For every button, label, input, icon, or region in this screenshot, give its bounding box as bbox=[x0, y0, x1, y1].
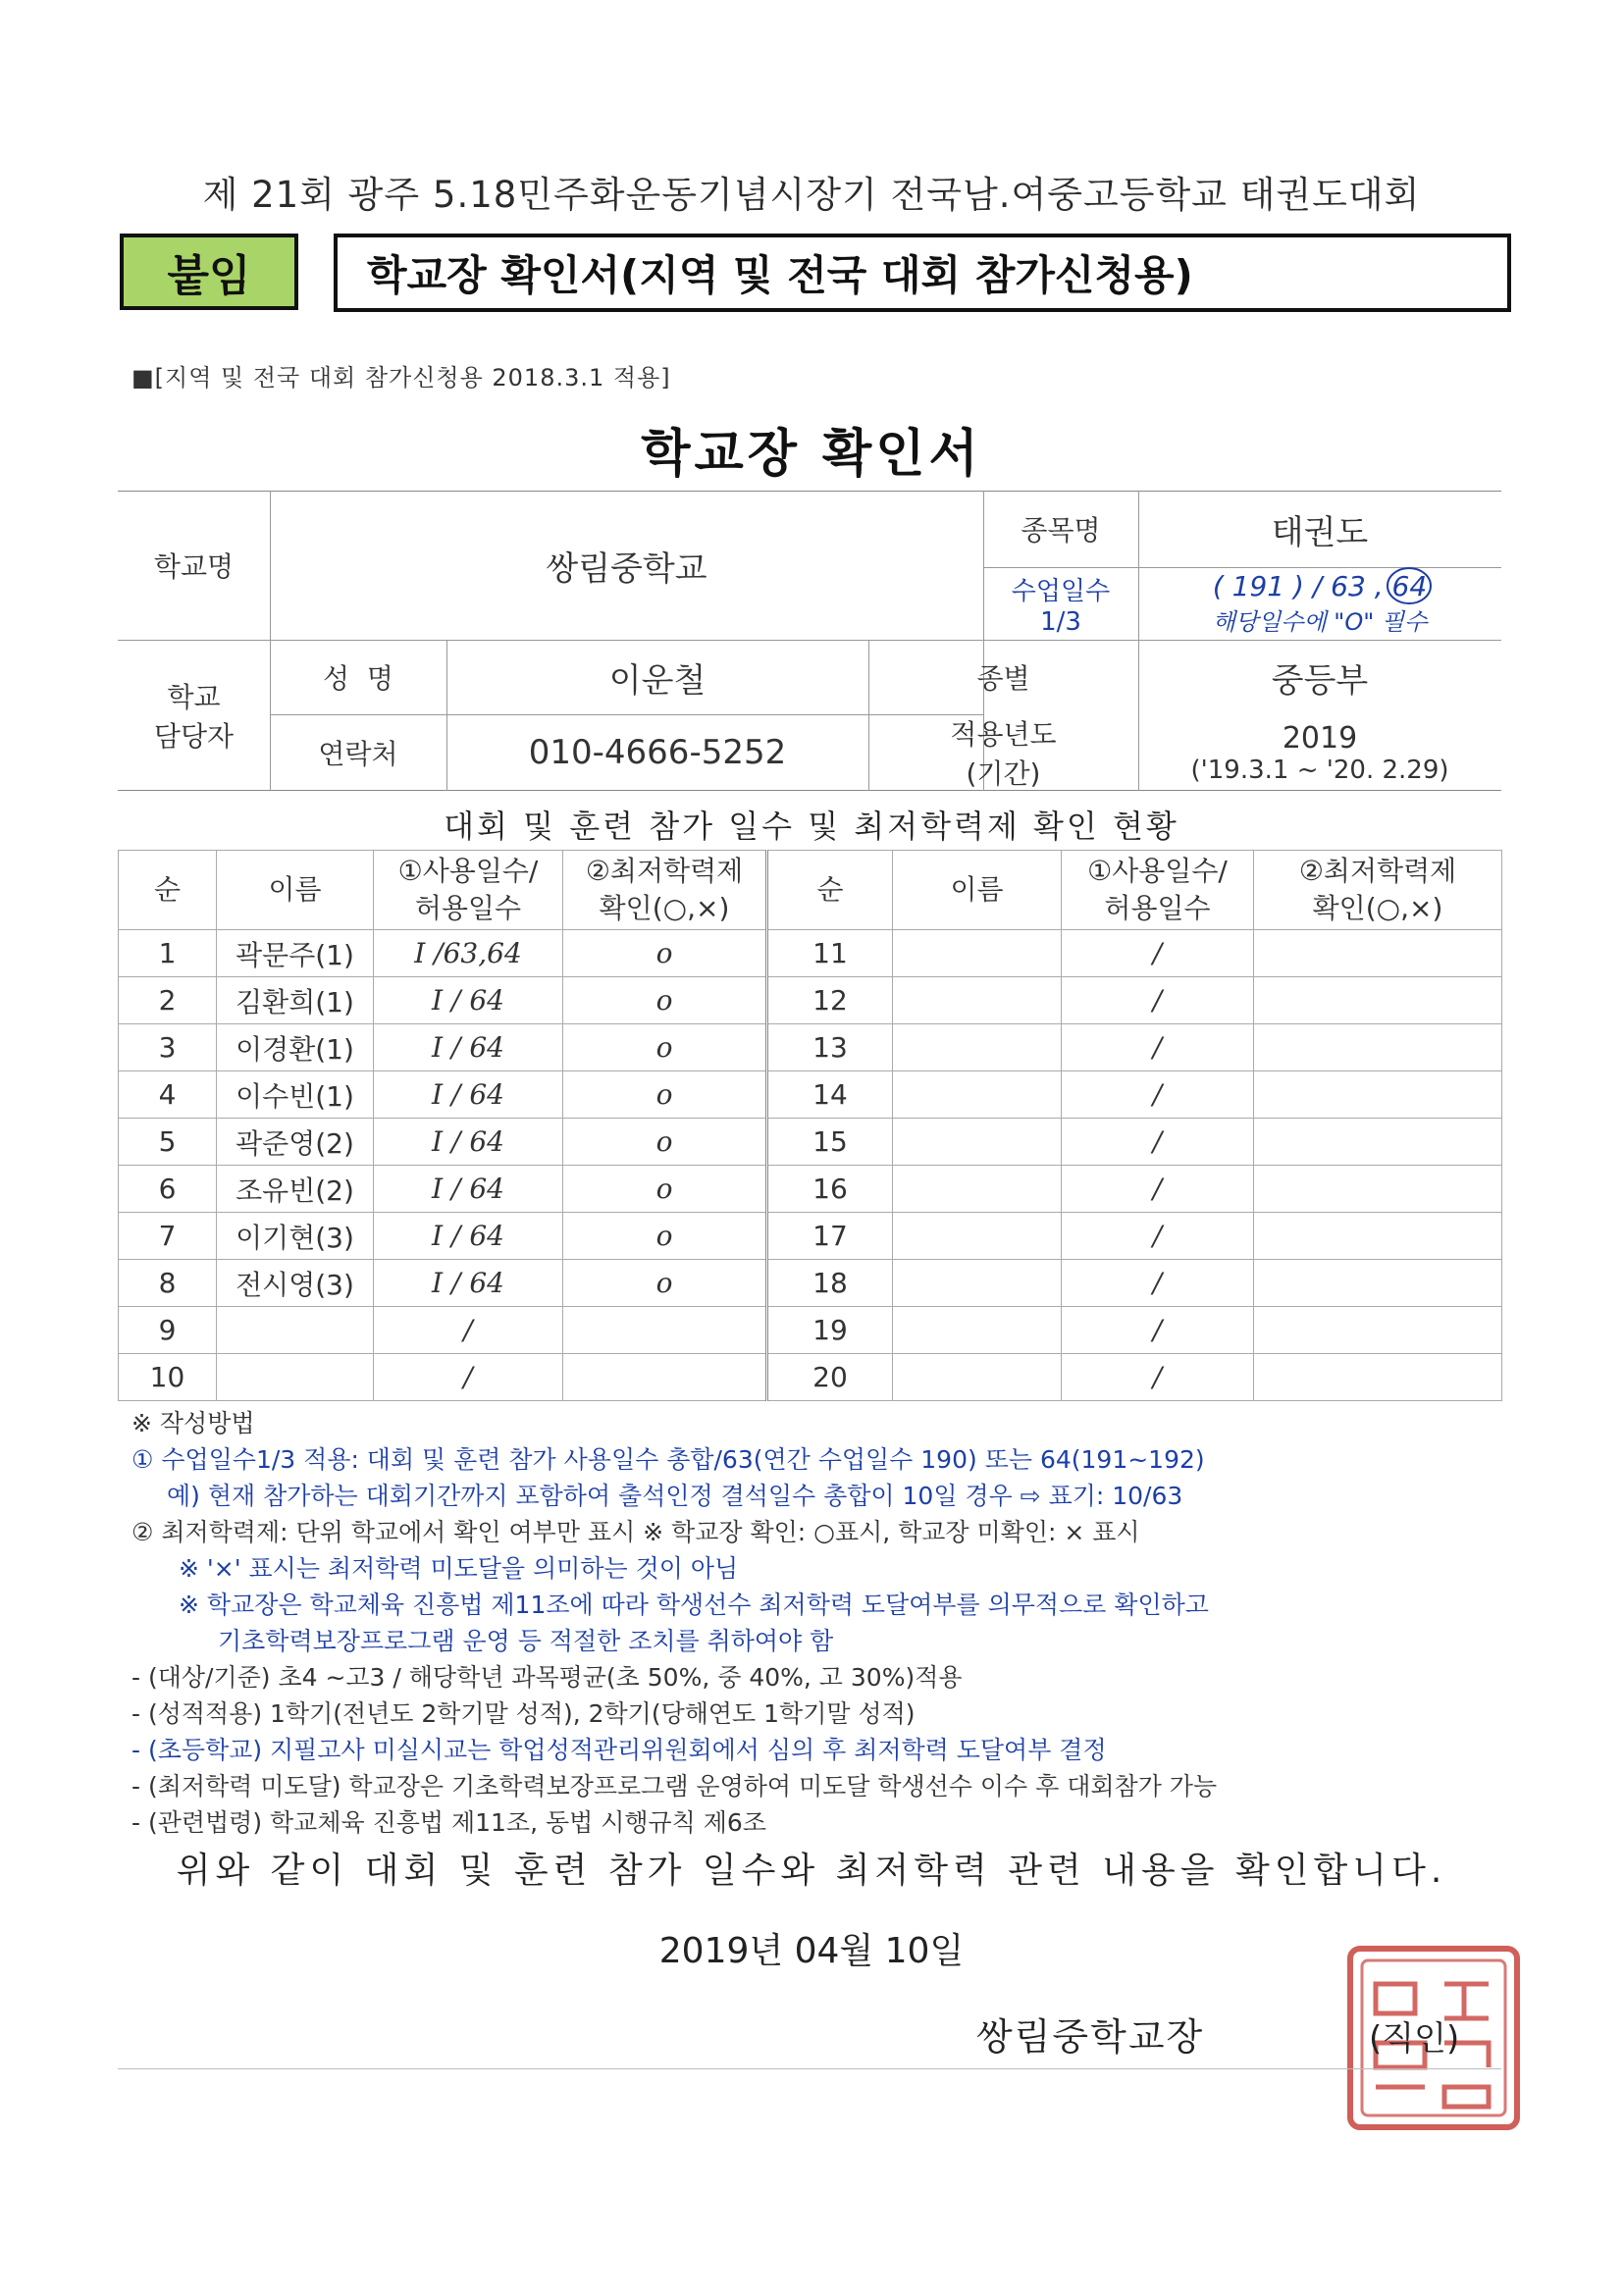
main-title: 학교장 확인서 bbox=[641, 425, 982, 484]
row-number: 9 bbox=[119, 1307, 217, 1354]
row-number: 7 bbox=[119, 1213, 217, 1260]
method-line-7: - (대상/기준) 초4 ~고3 / 해당학년 과목평균(초 50%, 중 40%, 고 30%)적용 bbox=[131, 1663, 963, 1692]
academic-check bbox=[1254, 977, 1502, 1024]
days-used: / bbox=[374, 1307, 563, 1354]
row-number: 14 bbox=[767, 1071, 893, 1119]
academic-check: o bbox=[563, 930, 767, 977]
table-row bbox=[119, 1119, 1502, 1166]
col-days-header: ①사용일수/ 허용일수 bbox=[374, 851, 563, 930]
school-name-value: 쌍림중학교 bbox=[546, 548, 707, 589]
row-number: 11 bbox=[767, 930, 893, 977]
academic-check bbox=[1254, 1260, 1502, 1307]
year-label-line1: 적용년도 bbox=[950, 718, 1057, 751]
days-used: / bbox=[1062, 1213, 1254, 1260]
athlete-name: 이기현(3) bbox=[217, 1213, 374, 1260]
days-used: I / 64 bbox=[374, 1119, 563, 1166]
athlete-name bbox=[217, 1307, 374, 1354]
days-used: I / 64 bbox=[374, 1260, 563, 1307]
table-row bbox=[119, 1307, 1502, 1354]
table-row bbox=[119, 1024, 1502, 1071]
year-period: ('19.3.1 ~ '20. 2.29) bbox=[1190, 755, 1449, 785]
days-used: / bbox=[1062, 1119, 1254, 1166]
athlete-name bbox=[893, 1024, 1062, 1071]
academic-check: o bbox=[563, 1119, 767, 1166]
year-label-line2: (기간) bbox=[966, 757, 1041, 790]
form-version-note: ■[지역 및 전국 대회 참가신청용 2018.3.1 적용] bbox=[131, 364, 671, 391]
seal-label: (직인) bbox=[1369, 2019, 1460, 2059]
circle-mark-icon bbox=[1384, 564, 1435, 607]
staff-label-line2: 담당자 bbox=[153, 720, 235, 753]
method-line-3: ② 최저학력제: 단위 학교에서 확인 여부만 표시 ※ 학교장 확인: ○표시, 학교장 미확인: × 표시 bbox=[131, 1518, 1140, 1546]
roster-header-row bbox=[119, 851, 1502, 930]
document-heading: 학교장 확인서(지역 및 전국 대회 참가신청용) bbox=[334, 234, 1511, 312]
class-days-note: 해당일수에 "O" 필수 bbox=[1212, 608, 1428, 636]
event-label: 종목명 bbox=[1021, 514, 1101, 547]
row-number: 15 bbox=[767, 1119, 893, 1166]
contact-value: 010-4666-5252 bbox=[528, 733, 787, 772]
roster-table bbox=[118, 850, 1502, 1401]
table-row bbox=[119, 1166, 1502, 1213]
athlete-name: 조유빈(2) bbox=[217, 1166, 374, 1213]
table-row bbox=[119, 930, 1502, 977]
academic-check bbox=[1254, 1119, 1502, 1166]
academic-check bbox=[1254, 1071, 1502, 1119]
confirmation-statement: 위와 같이 대회 및 훈련 참가 일수와 최저학력 관련 내용을 확인합니다. bbox=[176, 1851, 1447, 1891]
academic-check bbox=[1254, 930, 1502, 977]
col-no-header-right: 순 bbox=[767, 851, 893, 930]
table-row bbox=[119, 977, 1502, 1024]
method-title: ※ 작성방법 bbox=[131, 1409, 255, 1437]
method-line-1: ① 수업일수1/3 적용: 대회 및 훈련 참가 사용일수 총합/63(연간 수업일수 190) 또는 64(191~192) bbox=[131, 1445, 1205, 1474]
table-row bbox=[119, 1260, 1502, 1307]
event-value: 태권도 bbox=[1271, 512, 1369, 552]
academic-check bbox=[1254, 1024, 1502, 1071]
row-number: 16 bbox=[767, 1166, 893, 1213]
days-used: I / 64 bbox=[374, 977, 563, 1024]
principal-name: 쌍림중학교장 bbox=[976, 2015, 1205, 2059]
method-line-10: - (최저학력 미도달) 학교장은 기초학력보장프로그램 운영하여 미도달 학생선수 이수 후 대회참가 가능 bbox=[131, 1772, 1218, 1800]
col-days-header-right: ①사용일수/ 허용일수 bbox=[1062, 851, 1254, 930]
days-used: / bbox=[1062, 1260, 1254, 1307]
days-used: I / 64 bbox=[374, 1213, 563, 1260]
row-number: 2 bbox=[119, 977, 217, 1024]
method-line-4: ※ '×' 표시는 최저학력 미도달을 의미하는 것이 아님 bbox=[179, 1554, 739, 1583]
col-no-header: 순 bbox=[119, 851, 217, 930]
academic-check bbox=[1254, 1166, 1502, 1213]
school-info-table bbox=[118, 491, 1501, 791]
athlete-name bbox=[893, 1213, 1062, 1260]
division-value: 중등부 bbox=[1271, 660, 1369, 701]
row-number: 3 bbox=[119, 1024, 217, 1071]
days-used: / bbox=[374, 1354, 563, 1401]
class-days-value: ( 191 ) / 63 , 64 bbox=[1213, 570, 1427, 602]
athlete-name: 곽준영(2) bbox=[217, 1119, 374, 1166]
days-used: / bbox=[1062, 1166, 1254, 1213]
athlete-name bbox=[893, 1071, 1062, 1119]
athlete-name bbox=[893, 1119, 1062, 1166]
athlete-name bbox=[893, 977, 1062, 1024]
athlete-name: 김환희(1) bbox=[217, 977, 374, 1024]
row-number: 6 bbox=[119, 1166, 217, 1213]
event-title: 제 21회 광주 5.18민주화운동기념시장기 전국남.여중고등학교 태권도대회 bbox=[202, 174, 1421, 216]
row-number: 4 bbox=[119, 1071, 217, 1119]
athlete-name bbox=[893, 1260, 1062, 1307]
attachment-badge: 붙임 bbox=[120, 234, 298, 310]
staff-name-label: 성 명 bbox=[323, 662, 393, 695]
days-used: / bbox=[1062, 1354, 1254, 1401]
row-number: 8 bbox=[119, 1260, 217, 1307]
method-line-2: 예) 현재 참가하는 대회기간까지 포함하여 출석인정 결석일수 총합이 10일 경우 ⇨ 표기: 10/63 bbox=[167, 1482, 1183, 1510]
school-name-label: 학교명 bbox=[153, 550, 235, 583]
academic-check: o bbox=[563, 1213, 767, 1260]
days-used: / bbox=[1062, 930, 1254, 977]
athlete-name bbox=[893, 1166, 1062, 1213]
academic-check: o bbox=[563, 1024, 767, 1071]
bottom-divider bbox=[118, 2068, 1501, 2069]
days-used: I /63,64 bbox=[374, 930, 563, 977]
col-check-header: ②최저학력제 확인(○,×) bbox=[563, 851, 767, 930]
staff-label-line1: 학교 bbox=[167, 681, 221, 713]
table-row bbox=[119, 1213, 1502, 1260]
contact-label: 연락처 bbox=[318, 738, 398, 770]
days-used: / bbox=[1062, 977, 1254, 1024]
row-number: 1 bbox=[119, 930, 217, 977]
academic-check: o bbox=[563, 1260, 767, 1307]
days-used: I / 64 bbox=[374, 1071, 563, 1119]
row-number: 20 bbox=[767, 1354, 893, 1401]
athlete-name bbox=[893, 1307, 1062, 1354]
signature-date: 2019년 04월 10일 bbox=[658, 1931, 965, 1971]
academic-check: o bbox=[563, 1166, 767, 1213]
method-line-8: - (성적적용) 1학기(전년도 2학기말 성적), 2학기(당해연도 1학기말 성적) bbox=[131, 1699, 916, 1728]
row-number: 18 bbox=[767, 1260, 893, 1307]
col-name-header-right: 이름 bbox=[893, 851, 1062, 930]
days-used: / bbox=[1062, 1307, 1254, 1354]
row-number: 5 bbox=[119, 1119, 217, 1166]
status-section-title: 대회 및 훈련 참가 일수 및 최저학력제 확인 현황 bbox=[444, 808, 1179, 845]
row-number: 19 bbox=[767, 1307, 893, 1354]
athlete-name: 이수빈(1) bbox=[217, 1071, 374, 1119]
class-days-label: 수업일수 bbox=[1011, 576, 1111, 606]
days-used: I / 64 bbox=[374, 1024, 563, 1071]
row-number: 13 bbox=[767, 1024, 893, 1071]
table-row bbox=[119, 1071, 1502, 1119]
col-check-header-right: ②최저학력제 확인(○,×) bbox=[1254, 851, 1502, 930]
staff-name-value: 이운철 bbox=[608, 660, 707, 701]
division-label: 종별 bbox=[976, 662, 1030, 695]
method-line-9: - (초등학교) 지필고사 미실시교는 학업성적관리위원회에서 심의 후 최저학력 도달여부 결정 bbox=[131, 1736, 1107, 1764]
days-used: / bbox=[1062, 1024, 1254, 1071]
method-line-11: - (관련법령) 학교체육 진흥법 제11조, 동법 시행규칙 제6조 bbox=[131, 1808, 766, 1837]
athlete-name: 이경환(1) bbox=[217, 1024, 374, 1071]
row-number: 17 bbox=[767, 1213, 893, 1260]
athlete-name bbox=[893, 930, 1062, 977]
athlete-name bbox=[217, 1354, 374, 1401]
academic-check bbox=[563, 1307, 767, 1354]
writing-method-notes bbox=[131, 1405, 1535, 1841]
days-used: I / 64 bbox=[374, 1166, 563, 1213]
table-row bbox=[119, 1354, 1502, 1401]
academic-check bbox=[1254, 1213, 1502, 1260]
athlete-name: 곽문주(1) bbox=[217, 930, 374, 977]
days-used: / bbox=[1062, 1071, 1254, 1119]
year-value: 2019 bbox=[1282, 720, 1358, 756]
class-days-fraction: 1/3 bbox=[1040, 606, 1081, 637]
academic-check bbox=[1254, 1354, 1502, 1401]
col-name-header: 이름 bbox=[217, 851, 374, 930]
academic-check: o bbox=[563, 977, 767, 1024]
method-line-6: 기초학력보장프로그램 운영 등 적절한 조치를 취하여야 함 bbox=[218, 1627, 834, 1655]
row-number: 12 bbox=[767, 977, 893, 1024]
academic-check bbox=[1254, 1307, 1502, 1354]
method-line-5: ※ 학교장은 학교체육 진흥법 제11조에 따라 학생선수 최저학력 도달여부를 의무적으로 확인하고 bbox=[179, 1591, 1209, 1619]
athlete-name bbox=[893, 1354, 1062, 1401]
academic-check: o bbox=[563, 1071, 767, 1119]
athlete-name: 전시영(3) bbox=[217, 1260, 374, 1307]
academic-check bbox=[563, 1354, 767, 1401]
row-number: 10 bbox=[119, 1354, 217, 1401]
